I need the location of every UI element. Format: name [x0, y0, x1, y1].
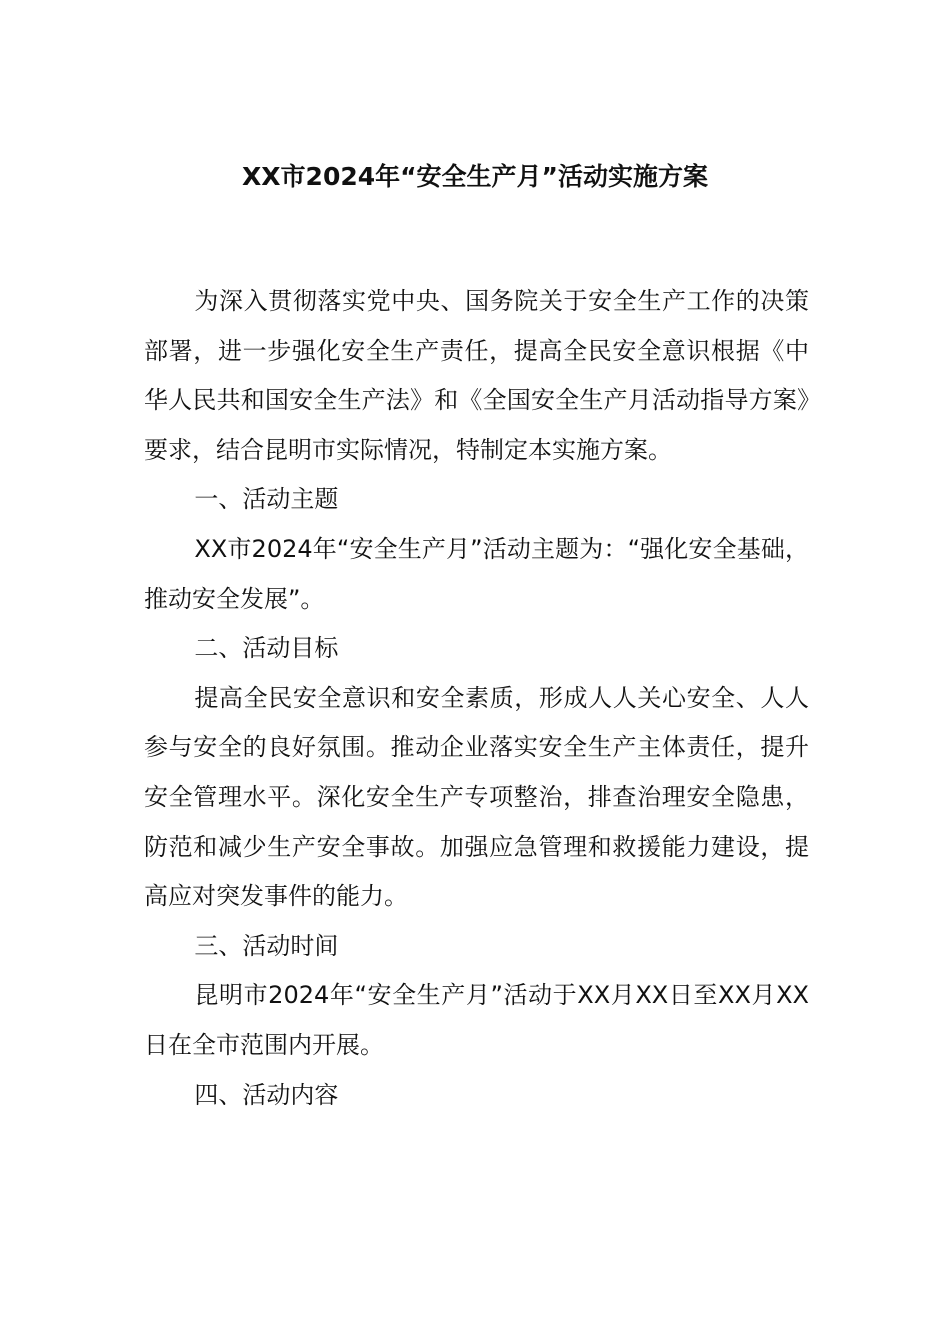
theme-paragraph: XX市2024年“安全生产月”活动主题为：“强化安全基础，推动安全发展”。	[144, 534, 809, 613]
goals-paragraph: 提高全民安全意识和安全素质，形成人人关心安全、人人参与安全的良好氛围。推动企业落实安全生产主体责任，提升安全管理水平。深化安全生产专项整治，排查治理安全隐患，防范和减少生产安全事故。加强应急管理和救援能力建设，提高应对突发事件的能力。	[144, 683, 809, 911]
time-paragraph: 昆明市2024年“安全生产月”活动于XX月XX日至XX月XX日在全市范围内开展。	[144, 981, 809, 1059]
document-body	[144, 277, 809, 1120]
document-title: XX市2024年“安全生产月”活动实施方案	[242, 162, 708, 191]
section-heading-content: 四、活动内容	[194, 1080, 339, 1109]
section-heading-goals: 二、活动目标	[194, 634, 339, 663]
section-heading-time: 三、活动时间	[194, 931, 339, 960]
intro-paragraph: 为深入贯彻落实党中央、国务院关于安全生产工作的决策部署，进一步强化安全生产责任，提高全民安全意识根据《中华人民共和国安全生产法》和《全国安全生产月活动指导方案》要求，结合昆明市实际情况，特制定本实施方案。	[144, 287, 809, 464]
section-heading-theme: 一、活动主题	[194, 485, 339, 514]
